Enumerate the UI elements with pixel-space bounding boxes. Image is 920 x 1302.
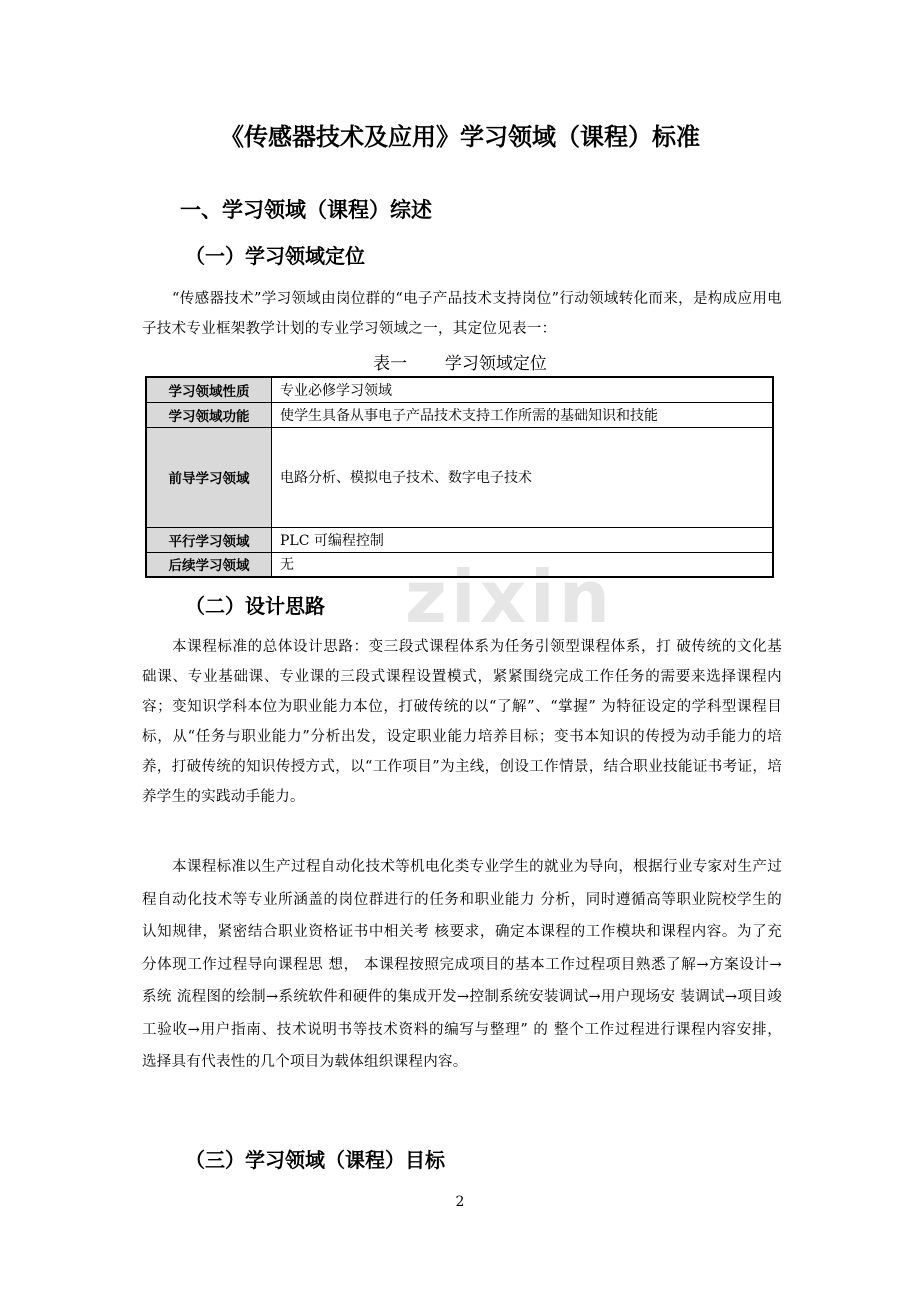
page-number: 2 [455, 1194, 465, 1210]
table-row [146, 377, 773, 402]
subheading-design: （二）设计思路 [185, 594, 325, 618]
section-heading-overview: 一、学习领域（课程）综述 [180, 198, 432, 222]
row-value: 使学生具备从事电子产品技术支持工作所需的基础知识和技能 [272, 402, 774, 427]
row-value: 无 [272, 552, 774, 577]
table-row [146, 402, 773, 427]
row-key: 后续学习领域 [146, 552, 272, 577]
row-key: 学习领域性质 [146, 377, 272, 402]
row-key: 平行学习领域 [146, 527, 272, 552]
subheading-objectives: （三）学习领域（课程）目标 [185, 1148, 445, 1172]
positioning-table [145, 376, 774, 578]
row-key: 前导学习领域 [146, 427, 272, 527]
document-title: 《传感器技术及应用》学习领域（课程）标准 [220, 123, 700, 151]
row-value: 电路分析、模拟电子技术、数字电子技术 [272, 427, 774, 527]
design-paragraph-1: 本课程标准的总体设计思路：变三段式课程体系为任务引领型课程体系，打 破传统的文化基础课、专业基础课、专业课的三段式课程设置模式，紧紧围绕完成工作任务的需要来选择课程内容；变知识学科本位为职业能力本位，打破传统的以“了解”、“掌握” 为特征设定的学科型课程目标，从“任务与职业能力”分析出发，设定职业能力培养目标；变书本知识的传授为动手能力的培养，打破传统的知识传授方式，以“工作项目”为主线，创设工作情景，结合职业技能证书考证，培养学生的实践动手能力。 [142, 639, 782, 805]
watermark: zixin [405, 555, 614, 639]
table-caption: 表一 学习领域定位 [373, 354, 547, 374]
intro-paragraph: “传感器技术”学习领域由岗位群的“电子产品技术支持岗位”行动领域转化而来，是构成应用电子技术专业框架教学计划的专业学习领域之一，其定位见表一： [142, 291, 782, 337]
row-key: 学习领域功能 [146, 402, 272, 427]
row-value: 专业必修学习领域 [272, 377, 774, 402]
row-value: PLC 可编程控制 [272, 527, 774, 552]
table-row [146, 427, 773, 527]
table-row [146, 552, 773, 577]
subheading-positioning: （一）学习领域定位 [185, 244, 365, 268]
table-row [146, 527, 773, 552]
design-paragraph-2: 本课程标准以生产过程自动化技术等机电化类专业学生的就业为导向，根据行业专家对生产过程自动化技术等专业所涵盖的岗位群进行的任务和职业能力 分析，同时遵循高等职业院校学生的认知规律，紧密结合职业资格证书中相关考 核要求，确定本课程的工作模块和课程内容。为了充分体现工作过程导向课程思 想， 本课程按照完成项目的基本工作过程项目熟悉了解→方案设计→系统 流程图的绘制→系统软件和硬件的集成开发→控制系统安装调试→用户现场安 装调试→项目竣工验收→用户指南、技术说明书等技术资料的编写与整理” 的 整个工作过程进行课程内容安排， 选择具有代表性的几个项目为载体组织课程内容。 [142, 859, 782, 1070]
